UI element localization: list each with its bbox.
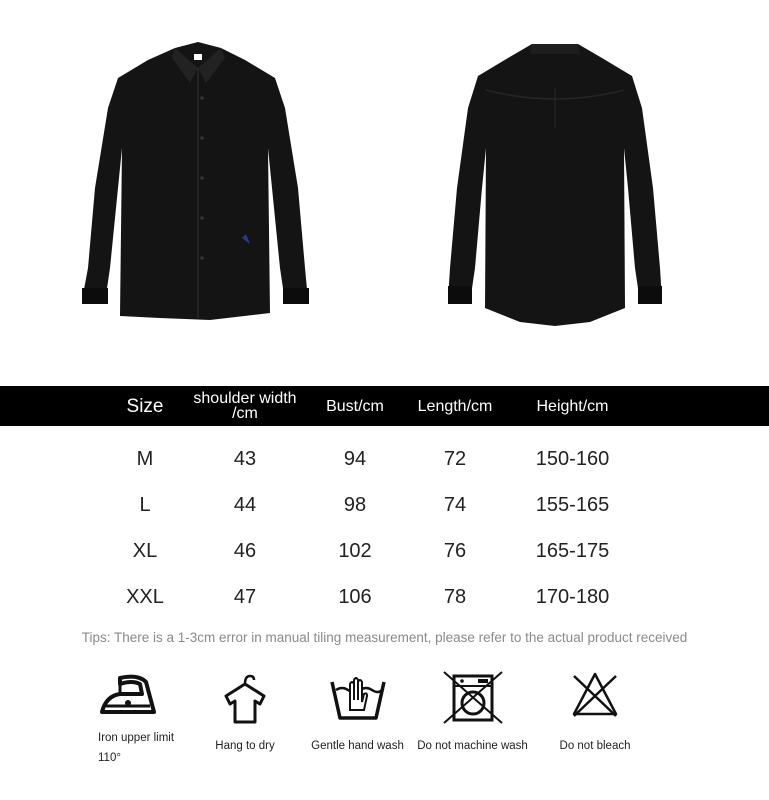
cell-bust: 94 [343, 447, 367, 470]
care-label: Hang to dry [215, 740, 275, 752]
cell-length: 72 [443, 447, 467, 470]
cell-shoulder: 46 [233, 539, 257, 562]
cell-height: 170-180 [535, 585, 610, 608]
header-length: Length/cm [417, 397, 493, 415]
care-label: Iron upper limit 110° [98, 732, 175, 764]
shirt-front-image [80, 38, 315, 328]
care-iron [80, 670, 175, 780]
cell-size: L [139, 493, 151, 516]
no-bleach-icon [570, 670, 620, 720]
measurement-tips: Tips: There is a 1-3cm error in manual tiling measurement, please refer to the actual product received [81, 630, 688, 645]
table-row [0, 436, 769, 482]
hand-wash-icon [328, 670, 388, 725]
table-row [0, 574, 769, 620]
care-no-machine-wash [410, 670, 535, 780]
cell-bust: 106 [338, 585, 372, 608]
cell-height: 155-165 [535, 493, 610, 516]
cell-length: 78 [443, 585, 467, 608]
cell-size: XXL [126, 585, 164, 608]
cell-height: 165-175 [535, 539, 610, 562]
product-photos [0, 0, 769, 385]
header-shoulder-width: shoulder width /cm [193, 390, 297, 422]
cell-shoulder: 44 [233, 493, 257, 516]
care-label: Gentle hand wash [311, 740, 404, 752]
no-machine-wash-icon [442, 670, 504, 725]
iron-icon [98, 670, 158, 720]
header-height: Height/cm [536, 397, 609, 415]
header-size: Size [126, 395, 164, 417]
cell-height: 150-160 [535, 447, 610, 470]
header-bust: Bust/cm [326, 397, 384, 415]
cell-length: 74 [443, 493, 467, 516]
cell-bust: 98 [343, 493, 367, 516]
table-row [0, 482, 769, 528]
care-label: Do not machine wash [417, 740, 528, 752]
cell-size: XL [132, 539, 158, 562]
cell-size: M [136, 447, 154, 470]
cell-shoulder: 43 [233, 447, 257, 470]
hanger-shirt-icon [220, 670, 270, 725]
cell-bust: 102 [338, 539, 372, 562]
shirt-back-image [440, 38, 670, 328]
size-table [0, 386, 769, 620]
care-hang [195, 670, 295, 780]
care-handwash [305, 670, 410, 780]
size-table-header [0, 386, 769, 426]
cell-shoulder: 47 [233, 585, 257, 608]
cell-length: 76 [443, 539, 467, 562]
care-no-bleach [545, 670, 645, 780]
table-row [0, 528, 769, 574]
care-label: Do not bleach [559, 740, 631, 752]
